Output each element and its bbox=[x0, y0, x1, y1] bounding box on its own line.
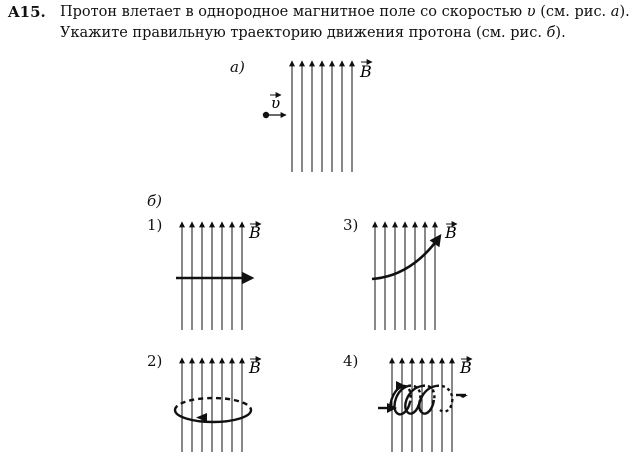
figure-a-label: а) bbox=[230, 58, 245, 76]
option-2-number: 2) bbox=[147, 352, 163, 370]
option-2-field-lines bbox=[182, 358, 242, 452]
question-text-1a: Протон влетает в однородное магнитное поле со скоростью bbox=[60, 4, 527, 20]
option-3-number: 3) bbox=[343, 216, 359, 234]
option-3-b-label bbox=[444, 223, 457, 242]
question-text-1b: (см. рис. bbox=[535, 4, 611, 20]
option-4-number: 4) bbox=[343, 352, 359, 370]
velocity-symbol: υ bbox=[526, 4, 536, 20]
figure-a-b-text: B bbox=[360, 62, 372, 81]
option-2-b-label bbox=[248, 358, 261, 377]
question-text-1c: ). bbox=[619, 4, 630, 20]
velocity-label: υ bbox=[271, 94, 281, 112]
question-text-2b: ). bbox=[555, 25, 566, 41]
option-4-field-lines bbox=[392, 358, 452, 452]
figure-a-field-lines bbox=[292, 61, 352, 172]
option-3-trajectory bbox=[372, 236, 440, 279]
option-1-b-text: B bbox=[249, 223, 261, 242]
question-text-2a: Укажите правильную траекторию движения протона (см. рис. bbox=[60, 25, 547, 41]
option-1-field-lines bbox=[182, 222, 242, 330]
option-4-b-text: B bbox=[460, 358, 472, 377]
option-3-b-text: B bbox=[445, 223, 457, 242]
figure-b-label: б) bbox=[147, 192, 163, 210]
figure-a-b-label bbox=[359, 62, 372, 81]
option-2-b-text: B bbox=[249, 358, 261, 377]
option-1-b-label bbox=[248, 223, 261, 242]
figure-ref-a: а bbox=[610, 4, 620, 20]
proton-dot bbox=[263, 112, 269, 118]
option-4-b-label bbox=[459, 358, 472, 377]
option-1-number: 1) bbox=[147, 216, 163, 234]
figure-a-proton bbox=[263, 94, 286, 118]
question-number: A15. bbox=[8, 3, 46, 21]
figure-ref-b: б bbox=[546, 25, 556, 41]
option-2-trajectory bbox=[175, 398, 251, 422]
